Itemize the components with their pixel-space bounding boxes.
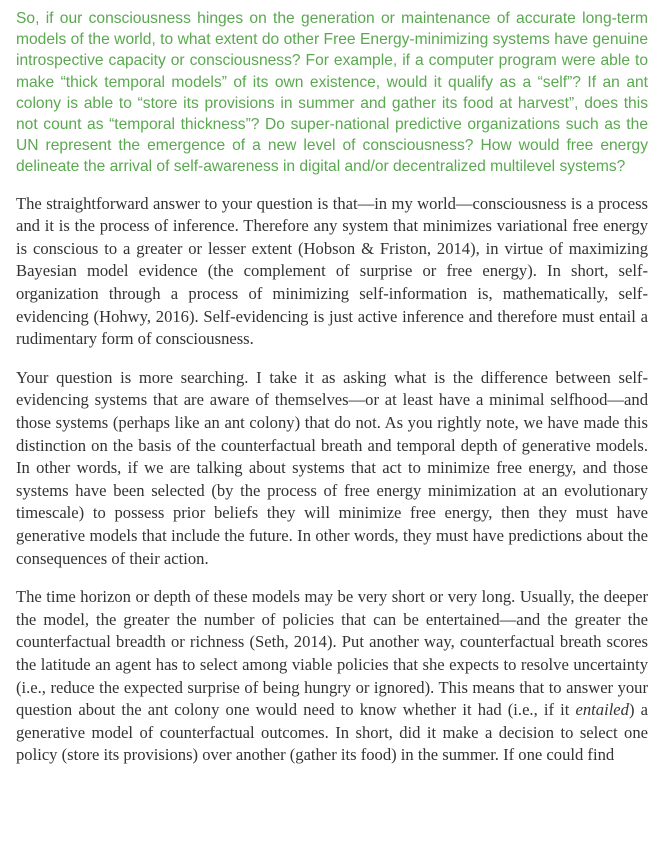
- interviewer-question: So, if our consciousness hinges on the generation or maintenance of accurate long-term models of the world, to what extent do other Free Energy-minimizing systems have genuine introspective capacity or consciousness? For example, if a computer program were able to make “thick temporal models” of its own existence, would it qualify as a “self”? If an ant colony is able to “store its provisions in summer and gather its food at harvest”, does this not count as “temporal thickness”? Do super-national predictive organizations such as the UN represent the emergence of a new level of consciousness? How would free energy delineate the arrival of self-awareness in digital and/or decentralized multilevel systems?: [16, 10, 648, 176]
- answer-paragraph-3-text-end: ) a generative model of counterfactual outcomes. In short, did it make a decision to select one policy (store its provisions) over another (gather its food) in the summer. If one could find: [16, 700, 648, 765]
- answer-paragraph-1: The straightforward answer to your question is that—in my world—consciousness is a process and it is the process of inference. Therefore any system that minimizes variational free energy is conscious to a greater or lesser extent (Hobson & Friston, 2014), in virtue of maximizing Bayesian model evidence (the complement of surprise or free energy). In short, self-organization through a process of minimizing self-information is, mathematically, self-evidencing (Hohwy, 2016). Self-evidencing is just active inference and therefore must entail a rudimentary form of consciousness.: [16, 193, 648, 349]
- answer-paragraph-2: Your question is more searching. I take it as asking what is the difference between self-evidencing systems that are aware of themselves—or at least have a minimal selfhood—and those systems (perhaps like an ant colony) that do not. As you rightly note, we have made this distinction on the basis of the counterfactual breath and temporal depth of generative models. In other words, if we are talking about systems that act to minimize free energy, and those systems have been selected (by the process of free energy minimization at an evolutionary timescale) to possess prior beliefs they will minimize free energy, then they must have generative models that include the future. In other words, they must have predictions about the consequences of their action.: [16, 367, 648, 568]
- answer-paragraph-3-text-start: The time horizon or depth of these models may be very short or very long. Usually, the deeper the model, the greater the number of policies that can be entertained—and the greater the counterfactual breadth or richness (Seth, 2014). Put another way, counterfactual breath scores the latitude an agent has to select among viable policies that she expects to resolve uncertainty (i.e., reduce the expected surprise of being hungry or ignored). This means that to answer your question about the ant colony one would need to know whether it had (i.e., if it: [16, 587, 648, 720]
- document-page: [16, 8, 648, 783]
- answer-paragraph-3: [16, 586, 648, 767]
- emphasized-word: entailed: [575, 700, 629, 720]
